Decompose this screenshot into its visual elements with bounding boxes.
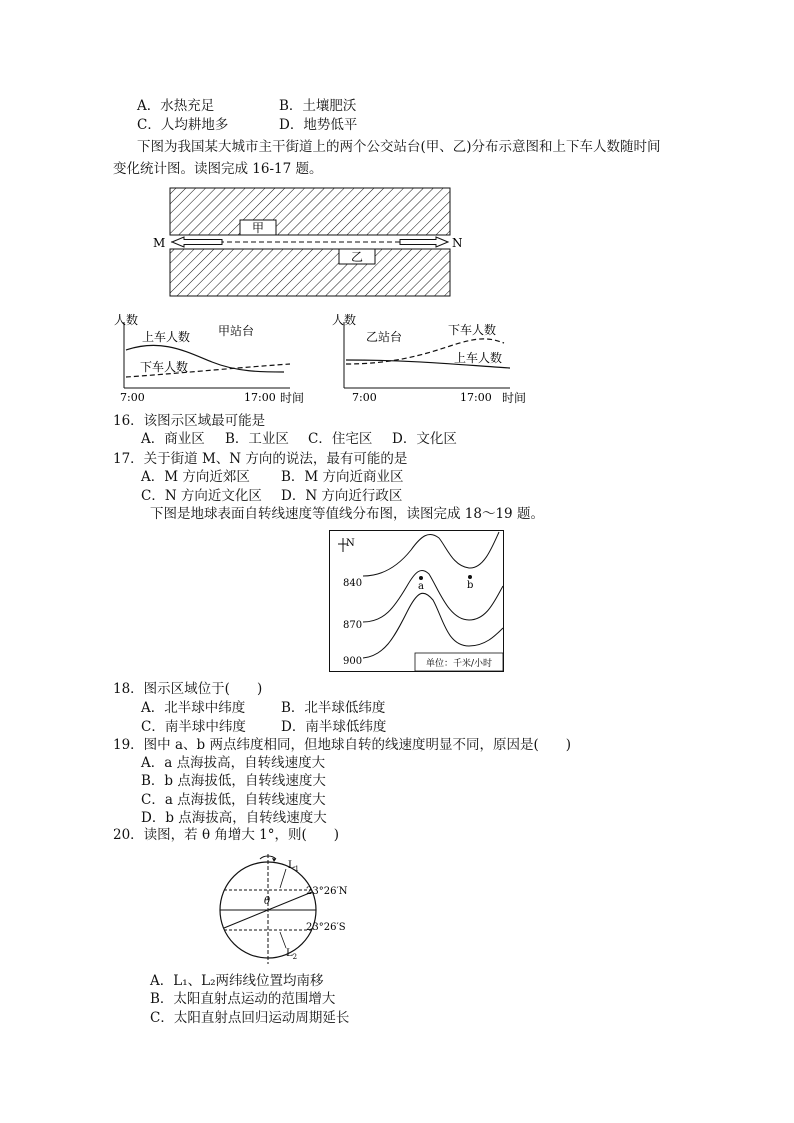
- q17-option-c: C．N 方向近文化区: [141, 488, 262, 504]
- q18-option-d: D．南半球低纬度: [281, 719, 387, 735]
- north-label: N: [346, 538, 355, 549]
- chart-title: 甲站台: [218, 324, 255, 338]
- x-end-tick: 17:00: [244, 391, 276, 404]
- y-axis-label: 人数: [114, 313, 139, 327]
- l2-letter: L: [286, 948, 293, 959]
- q20-option-b: B．太阳直射点运动的范围增大: [150, 991, 336, 1007]
- q18-option-c: C．南半球中纬度: [141, 719, 246, 735]
- station-a-label: 甲: [251, 221, 265, 235]
- q20-option-c: C．太阳直射点回归运动周期延长: [150, 1010, 350, 1026]
- q15-option-a: A．水热充足: [137, 98, 215, 114]
- series1-label: 上车人数: [142, 330, 191, 344]
- point-b-marker: [468, 575, 472, 579]
- q16-option-c: C．住宅区: [308, 431, 373, 447]
- q20-stem: 20．读图，若 θ 角增大 1°，则( ): [113, 827, 340, 843]
- point-a-label: a: [418, 581, 424, 592]
- x-end-tick: 17:00: [460, 391, 492, 404]
- isoline-map: [329, 530, 505, 674]
- q16-option-b: B．工业区: [225, 431, 289, 447]
- q15-option-c: C．人均耕地多: [137, 117, 229, 133]
- series2-label: 下车人数: [140, 360, 189, 374]
- l1-subscript: 1: [294, 865, 300, 873]
- end-m-label: M: [153, 236, 166, 250]
- intro-16-17-line1: 下图为我国某大城市主干街道上的两个公交站台(甲、乙)分布示意图和上下车人数随时间: [137, 139, 661, 155]
- q16-option-a: A．商业区: [141, 431, 205, 447]
- lat-south-label: 23°26′S: [306, 922, 346, 933]
- q19-option-c: C．a 点海拔低，自转线速度大: [141, 792, 326, 808]
- series1-label: 下车人数: [448, 323, 497, 337]
- q15-option-d: D．地势低平: [279, 117, 358, 133]
- isoline-840-label: 840: [343, 578, 363, 589]
- x-start-tick: 7:00: [352, 391, 377, 404]
- end-n-label: N: [452, 236, 463, 250]
- l1-letter: L: [288, 860, 295, 871]
- isoline-870-label: 870: [343, 620, 363, 631]
- isoline-900-label: 900: [343, 656, 363, 667]
- intro-18-19: 下图是地球表面自转线速度等值线分布图，读图完成 18～19 题。: [150, 506, 544, 522]
- theta-label: θ: [264, 896, 271, 907]
- x-axis-label: 时间: [280, 391, 305, 405]
- station-b-chart: [330, 310, 540, 406]
- q15-option-b: B．土壤肥沃: [279, 98, 357, 114]
- q18-option-b: B．北半球低纬度: [281, 700, 386, 716]
- street-block-south: [170, 249, 450, 296]
- q18-option-a: A．北半球中纬度: [141, 700, 246, 716]
- q17-option-d: D．N 方向近行政区: [281, 488, 403, 504]
- unit-label: 单位：千米/小时: [425, 659, 493, 669]
- station-a-chart: [112, 310, 324, 406]
- q17-option-b: B．M 方向近商业区: [281, 469, 404, 485]
- intro-16-17-line2: 变化统计图。读图完成 16-17 题。: [113, 161, 323, 177]
- q17-stem: 17．关于街道 M、N 方向的说法，最有可能的是: [113, 451, 408, 467]
- q19-option-b: B．b 点海拔低，自转线速度大: [141, 773, 326, 789]
- q19-option-d: D．b 点海拔高，自转线速度大: [141, 810, 327, 826]
- arrow-left: [172, 237, 222, 247]
- map-frame: [330, 531, 504, 672]
- lat-north-label: 23°26′N: [306, 886, 348, 897]
- series2-label: 上车人数: [454, 351, 503, 365]
- point-b-label: b: [467, 580, 474, 591]
- station-b-label: 乙: [350, 250, 364, 264]
- point-a-marker: [419, 576, 423, 580]
- globe-diagram: [214, 850, 364, 968]
- q19-stem: 19．图中 a、b 两点纬度相同，但地球自转的线速度明显不同，原因是( ): [113, 737, 571, 753]
- q17-option-a: A．M 方向近郊区: [141, 469, 250, 485]
- y-axis-label: 人数: [332, 313, 357, 327]
- street-block-north: [170, 188, 450, 235]
- q18-stem: 18．图示区域位于( ): [113, 681, 263, 697]
- x-start-tick: 7:00: [120, 391, 145, 404]
- x-axis-label: 时间: [502, 391, 527, 405]
- arrow-right: [400, 237, 448, 247]
- chart-title: 乙站台: [366, 330, 403, 344]
- q19-option-a: A．a 点海拔高，自转线速度大: [141, 755, 326, 771]
- street-map: [150, 184, 470, 300]
- q20-option-a: A．L₁、L₂两纬线位置均南移: [150, 973, 324, 989]
- q16-stem: 16．该图示区域最可能是: [113, 413, 266, 429]
- l2-subscript: 2: [292, 953, 298, 961]
- q16-option-d: D．文化区: [392, 431, 457, 447]
